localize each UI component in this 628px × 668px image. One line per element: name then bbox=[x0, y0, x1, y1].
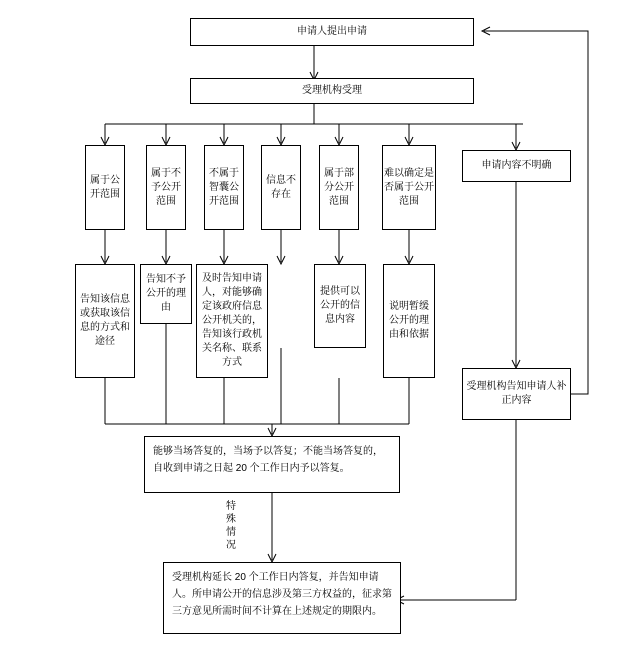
node-detail-inform-reason[interactable]: 告知不予公开的理由 bbox=[140, 264, 192, 324]
label-special-case: 特殊情况 bbox=[226, 501, 236, 551]
node-condition-undetermined[interactable]: 难以确定是否属于公开范围 bbox=[382, 145, 436, 230]
node-condition-public-scope[interactable]: 属于公开范围 bbox=[85, 145, 125, 230]
node-condition-not-public-scope[interactable]: 属于不予公开范围 bbox=[146, 145, 186, 230]
node-condition-not-belong[interactable]: 不属于智囊公开范围 bbox=[204, 145, 244, 230]
node-detail-provide-public-content[interactable]: 提供可以公开的信息内容 bbox=[314, 264, 366, 348]
node-condition-partly-public[interactable]: 属于部分公开范围 bbox=[319, 145, 359, 230]
node-detail-explain-delay[interactable]: 说明暂缓公开的理由和依据 bbox=[383, 264, 435, 378]
node-extend-deadline[interactable]: 受理机构延长 20 个工作日内答复，并告知申请人。所申请公开的信息涉及第三方权益的，征求第三方意见所需时间不计算在上述规定的期限内。 bbox=[163, 562, 401, 634]
node-notify-supplement[interactable]: 受理机构告知申请人补正内容 bbox=[462, 368, 571, 420]
node-condition-not-exist[interactable]: 信息不存在 bbox=[261, 145, 301, 230]
node-detail-inform-agency[interactable]: 及时告知申请人，对能够确定该政府信息公开机关的，告知该行政机关名称、联系方式 bbox=[196, 264, 268, 378]
node-apply[interactable]: 申请人提出申请 bbox=[190, 18, 474, 46]
node-detail-inform-method[interactable]: 告知该信息或获取该信息的方式和途径 bbox=[75, 264, 135, 378]
node-reply-deadline[interactable]: 能够当场答复的，当场予以答复；不能当场答复的，自收到申请之日起 20 个工作日内予以答复。 bbox=[144, 436, 400, 493]
node-accept[interactable]: 受理机构受理 bbox=[190, 78, 474, 104]
node-condition-unclear-request[interactable]: 申请内容不明确 bbox=[462, 150, 571, 182]
